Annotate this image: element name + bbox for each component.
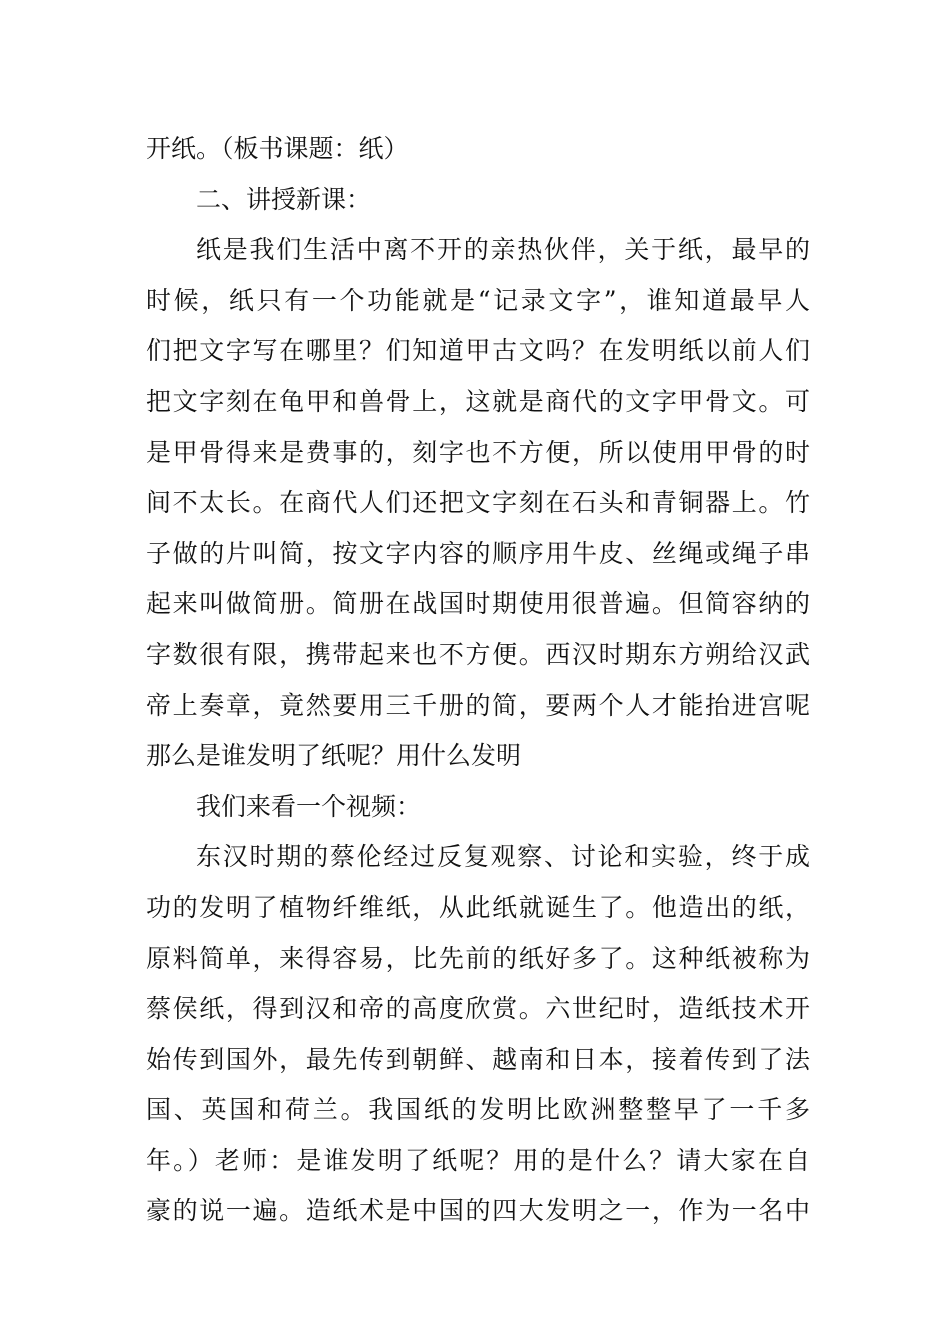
text-line: 时候，纸只有一个功能就是“记录文字”，谁知道最早人 bbox=[146, 285, 810, 315]
text-line: 字数很有限，携带起来也不方便。西汉时期东方朔给汉武 bbox=[146, 639, 810, 669]
text-line: 纸是我们生活中离不开的亲热伙伴，关于纸，最早的 bbox=[196, 235, 810, 265]
text-line: 国、英国和荷兰。我国纸的发明比欧洲整整早了一千多 bbox=[146, 1095, 810, 1125]
text-line: 把文字刻在龟甲和兽骨上，这就是商代的文字甲骨文。可 bbox=[146, 386, 810, 416]
text-line: 蔡侯纸，得到汉和帝的高度欣赏。六世纪时，造纸技术开 bbox=[146, 994, 810, 1024]
text-line: 年。）老师：是谁发明了纸呢？用的是什么？请大家在自 bbox=[146, 1145, 810, 1175]
text-line: 我们来看一个视频： bbox=[196, 791, 422, 821]
text-line: 东汉时期的蔡伦经过反复观察、讨论和实验，终于成 bbox=[196, 842, 810, 872]
text-line: 原料简单，来得容易，比先前的纸好多了。这种纸被称为 bbox=[146, 943, 810, 973]
text-line: 子做的片叫简，按文字内容的顺序用牛皮、丝绳或绳子串 bbox=[146, 538, 810, 568]
body-text bbox=[146, 124, 810, 1237]
text-line: 开纸。（板书课题：纸） bbox=[146, 134, 409, 163]
text-line: 是甲骨得来是费事的，刻字也不方便，所以使用甲骨的时 bbox=[146, 437, 810, 467]
section-heading: 二、讲授新课： bbox=[196, 184, 372, 214]
text-line: 帝上奏章，竟然要用三千册的简，要两个人才能抬进宫呢 bbox=[146, 690, 810, 720]
text-line: 起来叫做简册。简册在战国时期使用很普遍。但简容纳的 bbox=[146, 589, 810, 619]
text-line: 那么是谁发明了纸呢？用什么发明 bbox=[146, 741, 522, 771]
text-line: 始传到国外，最先传到朝鲜、越南和日本，接着传到了法 bbox=[146, 1044, 810, 1074]
text-line: 们把文字写在哪里？们知道甲古文吗？在发明纸以前人们 bbox=[146, 336, 810, 366]
text-line: 豪的说一遍。造纸术是中国的四大发明之一，作为一名中 bbox=[146, 1196, 810, 1226]
text-line: 功的发明了植物纤维纸，从此纸就诞生了。他造出的纸， bbox=[146, 892, 810, 922]
text-line: 间不太长。在商代人们还把文字刻在石头和青铜器上。竹 bbox=[146, 488, 810, 518]
